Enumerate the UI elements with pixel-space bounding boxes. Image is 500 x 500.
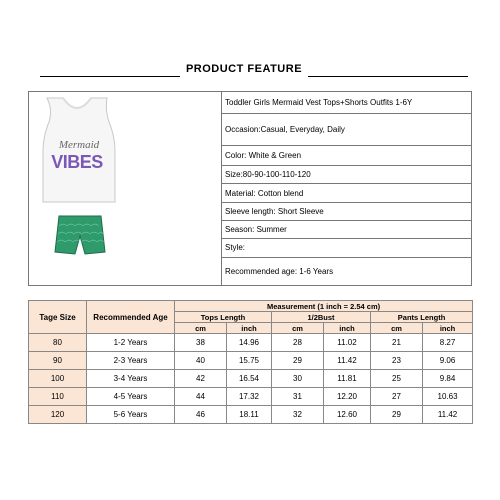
measurement-cell: 28 (272, 334, 324, 352)
measurement-cell: 32 (272, 406, 324, 424)
product-feature-title: PRODUCT FEATURE (185, 63, 303, 75)
table-row (29, 388, 473, 406)
unit-header: cm (272, 323, 324, 334)
size-cell: 110 (29, 388, 87, 406)
product-image-cell (29, 92, 222, 286)
measurement-cell: 21 (371, 334, 423, 352)
table-row (29, 406, 473, 424)
measurement-cell: 10.63 (423, 388, 473, 406)
age-cell: 1-2 Years (87, 334, 175, 352)
shorts-shape (55, 216, 105, 254)
tank-top-text-mermaid: Mermaid (58, 139, 100, 151)
product-feature-table (28, 91, 472, 286)
measurement-cell: 12.20 (324, 388, 371, 406)
measurement-cell: 16.54 (227, 370, 272, 388)
size-cell: 80 (29, 334, 87, 352)
unit-header: inch (227, 323, 272, 334)
table-row (29, 334, 473, 352)
table-row (29, 352, 473, 370)
feature-text: Occasion:Casual, Everyday, Daily (222, 114, 472, 145)
age-cell: 2-3 Years (87, 352, 175, 370)
group-header-tops-length: Tops Length (175, 312, 272, 323)
product-image (29, 92, 221, 283)
table-row (29, 370, 473, 388)
col-header-size: Tage Size (29, 301, 87, 334)
measurement-cell: 11.81 (324, 370, 371, 388)
unit-header: inch (423, 323, 473, 334)
measurement-cell: 14.96 (227, 334, 272, 352)
measurement-cell: 9.06 (423, 352, 473, 370)
measurement-cell: 40 (175, 352, 227, 370)
measurement-cell: 25 (371, 370, 423, 388)
measurement-cell: 8.27 (423, 334, 473, 352)
feature-text: Color: White & Green (222, 145, 472, 165)
size-cell: 100 (29, 370, 87, 388)
unit-header: cm (175, 323, 227, 334)
measurement-cell: 23 (371, 352, 423, 370)
group-header-half-bust: 1/2Bust (272, 312, 371, 323)
measurement-header: Measurement (1 inch = 2.54 cm) (175, 301, 473, 312)
measurement-cell: 31 (272, 388, 324, 406)
size-cell: 120 (29, 406, 87, 424)
size-chart-table (28, 300, 473, 424)
measurement-cell: 17.32 (227, 388, 272, 406)
measurement-cell: 12.60 (324, 406, 371, 424)
header-divider-right (308, 76, 468, 77)
feature-text: Style: (222, 239, 472, 257)
measurement-cell: 11.42 (324, 352, 371, 370)
measurement-cell: 46 (175, 406, 227, 424)
measurement-cell: 27 (371, 388, 423, 406)
feature-text: Season: Summer (222, 220, 472, 238)
tank-top-text-vibes: VIBES (51, 152, 103, 172)
measurement-cell: 29 (272, 352, 324, 370)
unit-header: inch (324, 323, 371, 334)
feature-text: Material: Cotton blend (222, 184, 472, 202)
header-divider-left (40, 76, 180, 77)
measurement-cell: 18.11 (227, 406, 272, 424)
feature-text: Sleeve length: Short Sleeve (222, 202, 472, 220)
measurement-cell: 38 (175, 334, 227, 352)
measurement-cell: 11.02 (324, 334, 371, 352)
feature-text: Toddler Girls Mermaid Vest Tops+Shorts Outfits 1-6Y (222, 92, 472, 114)
measurement-cell: 15.75 (227, 352, 272, 370)
feature-text: Recommended age: 1-6 Years (222, 257, 472, 285)
size-cell: 90 (29, 352, 87, 370)
group-header-pants-length: Pants Length (371, 312, 473, 323)
age-cell: 3-4 Years (87, 370, 175, 388)
feature-text: Size:80-90-100-110-120 (222, 166, 472, 184)
measurement-cell: 44 (175, 388, 227, 406)
measurement-cell: 30 (272, 370, 324, 388)
unit-header: cm (371, 323, 423, 334)
age-cell: 4-5 Years (87, 388, 175, 406)
age-cell: 5-6 Years (87, 406, 175, 424)
product-feature-header (0, 58, 500, 88)
measurement-cell: 42 (175, 370, 227, 388)
col-header-age: Recommended Age (87, 301, 175, 334)
measurement-cell: 9.84 (423, 370, 473, 388)
measurement-cell: 29 (371, 406, 423, 424)
feature-row (29, 92, 472, 114)
measurement-cell: 11.42 (423, 406, 473, 424)
